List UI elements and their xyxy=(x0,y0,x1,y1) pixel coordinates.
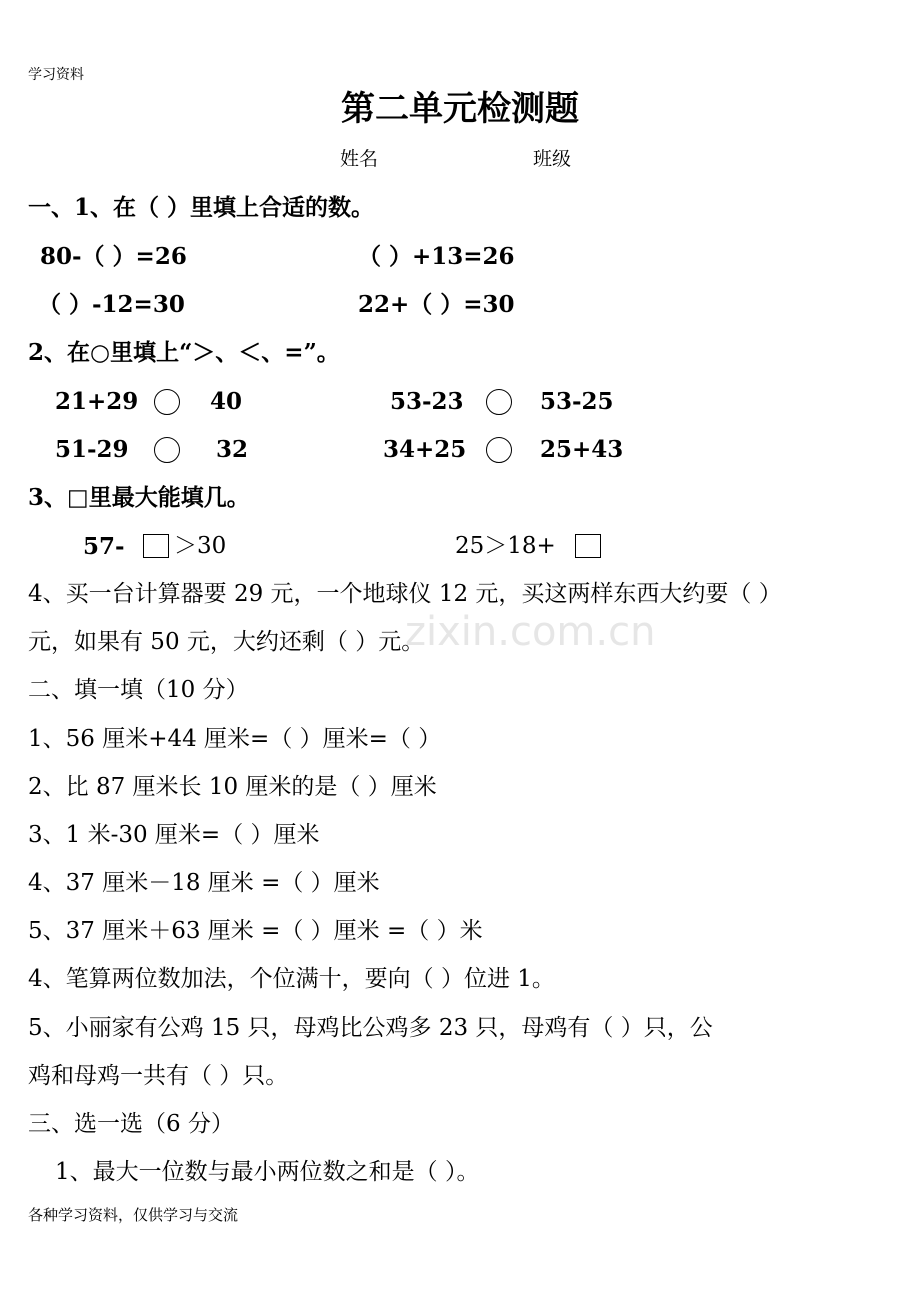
q2-item-4-left: 34+25 xyxy=(383,436,467,463)
footer-note: 各种学习资料，仅供学习与交流 xyxy=(28,1206,239,1224)
q1-item-2: （ ）+13=26 xyxy=(358,243,515,270)
q2-heading: 2、在○里填上“＞、＜、=”。 xyxy=(28,339,340,366)
q2-item-4-right: 25+43 xyxy=(540,436,624,463)
s2-item-2: 2、比 87 厘米长 10 厘米的是（ ）厘米 xyxy=(28,774,437,800)
q2-item-3-left: 51-29 xyxy=(55,436,129,463)
watermark: zixin.com.cn xyxy=(405,609,656,655)
q2-item-1-right: 40 xyxy=(210,388,243,415)
q3-heading: 3、□里最大能填几。 xyxy=(28,484,250,511)
q4-line-1: 4、买一台计算器要 29 元，一个地球仪 12 元，买这两样东西大约要（ ） xyxy=(28,581,782,607)
q4-line-2: 元，如果有 50 元，大约还剩（ ）元。 xyxy=(28,629,425,655)
q3-item-2-before: 25＞18+ xyxy=(455,533,556,559)
s2-item-3: 3、1 米-30 厘米=（ ）厘米 xyxy=(28,822,320,848)
compare-circle-3[interactable] xyxy=(154,437,180,463)
q1-item-1: 80-（ ）=26 xyxy=(40,243,187,270)
s2-item-1: 1、56 厘米+44 厘米=（ ）厘米=（ ） xyxy=(28,726,442,752)
class-label: 班级 xyxy=(533,148,572,170)
q3-item-1-before: 57- xyxy=(83,533,125,560)
s2-item-8: 鸡和母鸡一共有（ ）只。 xyxy=(28,1063,289,1089)
name-label: 姓名 xyxy=(340,148,379,170)
q1-heading: 一、1、在（ ）里填上合适的数。 xyxy=(28,194,375,221)
s2-item-5: 5、37 厘米＋63 厘米 =（ ）厘米 =（ ）米 xyxy=(28,918,483,944)
section2-heading: 二、填一填（10 分） xyxy=(28,677,249,703)
s2-item-7: 5、小丽家有公鸡 15 只，母鸡比公鸡多 23 只，母鸡有（ ）只，公 xyxy=(28,1015,713,1041)
s2-item-4: 4、37 厘米－18 厘米 =（ ）厘米 xyxy=(28,870,380,896)
q2-item-3-right: 32 xyxy=(216,436,249,463)
q2-item-2-left: 53-23 xyxy=(390,388,464,415)
q1-item-4: 22+（ ）=30 xyxy=(358,291,515,318)
q2-item-2-right: 53-25 xyxy=(540,388,614,415)
answer-square-1[interactable] xyxy=(143,534,169,558)
q3-item-1-after: ＞30 xyxy=(174,533,227,559)
compare-circle-4[interactable] xyxy=(486,437,512,463)
compare-circle-2[interactable] xyxy=(486,389,512,415)
q1-item-3: （ ）-12=30 xyxy=(38,291,185,318)
q2-item-1-left: 21+29 xyxy=(55,388,139,415)
answer-square-2[interactable] xyxy=(575,534,601,558)
section3-heading: 三、选一选（6 分） xyxy=(28,1111,234,1137)
page-title: 第二单元检测题 xyxy=(341,89,579,129)
header-note: 学习资料 xyxy=(28,67,84,83)
s3-item-1: 1、最大一位数与最小两位数之和是（ ）。 xyxy=(55,1159,480,1185)
s2-item-6: 4、笔算两位数加法，个位满十，要向（ ）位进 1。 xyxy=(28,966,555,992)
compare-circle-1[interactable] xyxy=(154,389,180,415)
